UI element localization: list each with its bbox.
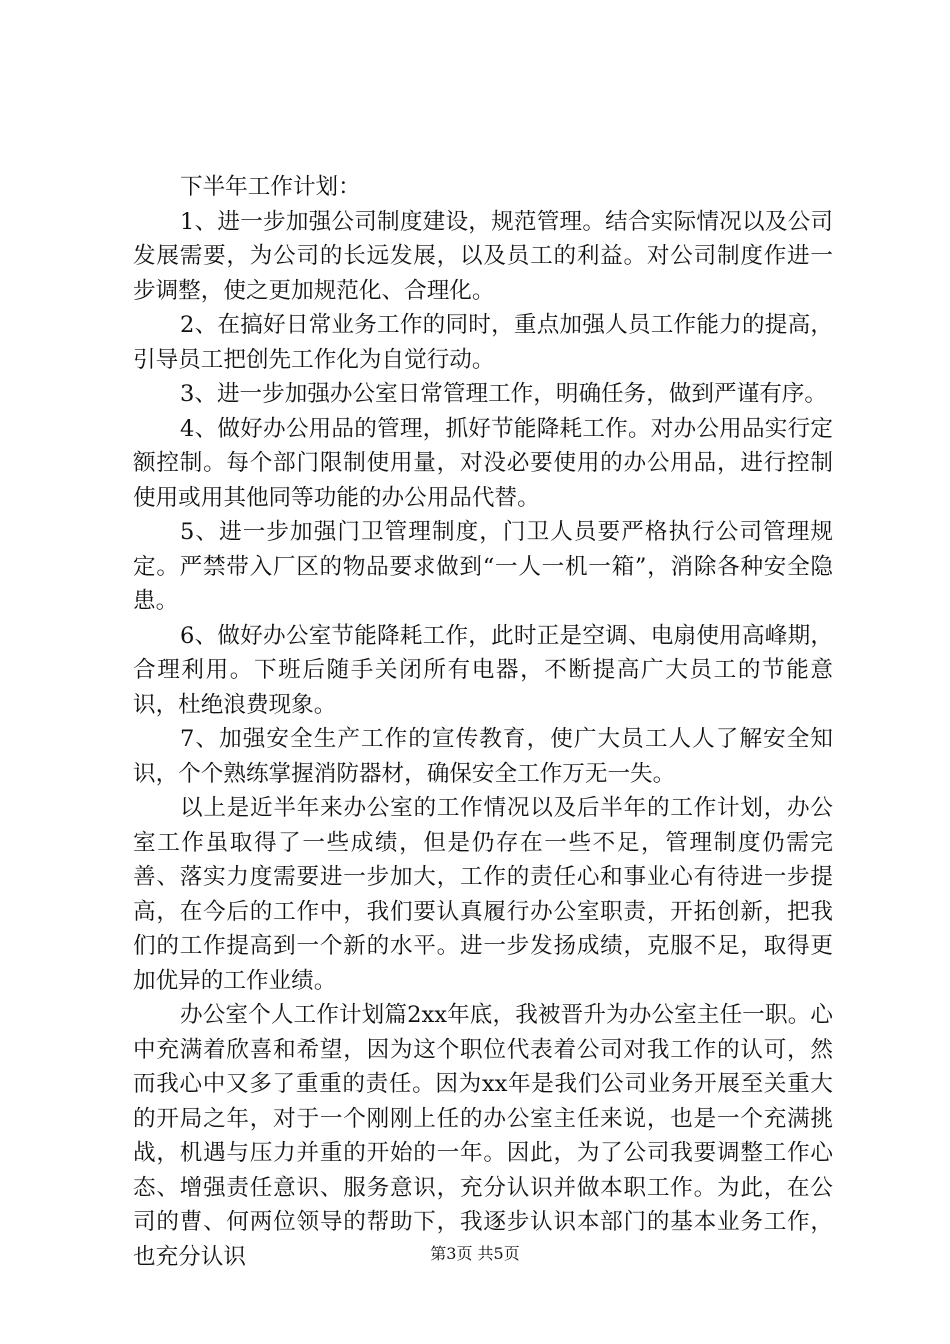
page-number-footer: 第3页 共5页 <box>430 1244 520 1263</box>
paragraph-item-4: 4、做好办公用品的管理，抓好节能降耗工作。对办公用品实行定额控制。每个部门限制使用量，对没必要使用的办公用品，进行控制使用或用其他同等功能的办公用品代替。 <box>133 415 833 511</box>
paragraph-item-5: 5、进一步加强门卫管理制度，门卫人员要严格执行公司管理规定。严禁带入厂区的物品要求做到“一人一机一箱”，消除各种安全隐患。 <box>133 519 833 614</box>
paragraph-item-1: 1、进一步加强公司制度建设，规范管理。结合实际情况以及公司发展需要，为公司的长远发展，以及员工的利益。对公司制度作进一步调整，使之更加规范化、合理化。 <box>133 208 833 304</box>
paragraph-item-7: 7、加强安全生产工作的宣传教育，使广大员工人人了解安全知识，个个熟练掌握消防器材，确保安全工作万无一失。 <box>133 726 833 787</box>
paragraph-item-2: 2、在搞好日常业务工作的同时，重点加强人员工作能力的提高，引导员工把创先工作化为自觉行动。 <box>133 312 833 373</box>
plan-paragraph: 办公室个人工作计划篇2xx年底，我被晋升为办公室主任一职。心中充满着欣喜和希望，因为这个职位代表着公司对我工作的认可，然而我心中又多了重重的责任。因为xx年是我们公司业务开展至关重大的开局之年，对于一个刚刚上任的办公室主任来说，也是一个充满挑战，机遇与压力并重的开始的一年。因此，为了公司我要调整工作心态、增强责任意识、服务意识，充分认识并做本职工作。为此，在公司的曹、何两位领导的帮助下，我逐步认识本部门的基本业务工作，也充分认识 <box>133 1002 833 1270</box>
paragraph-item-3: 3、进一步加强办公室日常管理工作，明确任务，做到严谨有序。 <box>180 381 827 407</box>
section-heading: 下半年工作计划： <box>180 174 361 200</box>
document-body <box>133 170 833 1274</box>
paragraph-item-6: 6、做好办公室节能降耗工作，此时正是空调、电扇使用高峰期，合理利用。下班后随手关闭所有电器，不断提高广大员工的节能意识，杜绝浪费现象。 <box>133 622 833 718</box>
summary-paragraph: 以上是近半年来办公室的工作情况以及后半年的工作计划，办公室工作虽取得了一些成绩，但是仍存在一些不足，管理制度仍需完善、落实力度需要进一步加大，工作的责任心和事业心有待进一步提高，在今后的工作中，我们要认真履行办公室职责，开拓创新，把我们的工作提高到一个新的水平。进一步发扬成绩，克服不足，取得更加优异的工作业绩。 <box>133 795 833 994</box>
